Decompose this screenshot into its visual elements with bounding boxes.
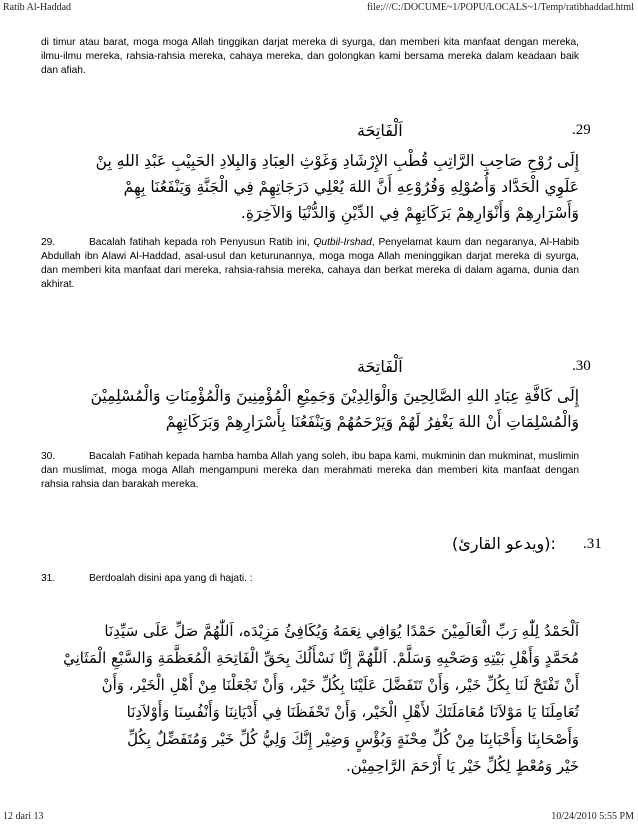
intro-text: di timur atau barat, moga moga Allah tinggikan darjat mereka di syurga, dan memberi kita manfaat dengan mereka, ilmu-ilmu mereka, rahsia-rahsia mereka, cahaya mereka, dan golongkan kami bersama mereka dalam keadaan baik dan afiah.: [41, 37, 579, 76]
arabic-line: تُعَامِلَنَا يَا مَوْلاَنَا مُعَامَلَتَكَ لأَهْلِ الْخَيْر، وَأَنْ تَحْفَظَنَا فِي أَدْيَانِنَا وَأَنْفُسِنَا وَأَوْلاَدِنَا: [126, 703, 579, 721]
translation-text: Bacalah Fatihah kepada hamba hamba Allah yang soleh, ibu bapa kami, mukminin dan mukminat, muslimin dan muslimat, moga moga Allah mengampuni mereka dan merahmati mereka dan memberi kita manfaat dengan rahsia rahsia dan barakah mereka.: [41, 451, 579, 490]
page-footer-page-number: 12 dari 13: [3, 811, 44, 822]
arabic-line: أَنْ تَفْتَحْ لَنَا بِكُلِّ خَيْر، وَأَنْ تَتَفَضَّلَ عَلَيْنَا بِكُلِّ خَيْر، وَأَنْ تَجْعَلْنَا مِنْ أَهْلِ الْخَيْر، وَأَنْ: [101, 676, 579, 694]
translation-number: 30.: [41, 451, 56, 462]
section-29-number: .29: [572, 122, 591, 138]
section-31-arabic: [41, 618, 579, 780]
section-29-arabic: [41, 148, 579, 226]
intro-paragraph: [41, 36, 579, 78]
arabic-line: وَأَصْحَابِنَا وَأَحْبَابِنَا مِنْ كُلِّ مِحْنَةٍ وَبُؤْسٍ وَضِيْر إِنَّكَ وَلِيُّ كُلِّ خَيْر وَمُتَفَضِّلٌ بِكُلِّ: [127, 730, 579, 748]
translation-paragraph: [41, 236, 579, 292]
section-30-number: .30: [572, 358, 591, 374]
page-header-title: Ratib Al-Haddad: [3, 2, 72, 13]
translation-paragraph: [41, 572, 579, 586]
arabic-line: مُحَمَّدٍ وَأَهْلِ بَيْتِهِ وَصَحْبِهِ وَسَلَّمْ. اَللّٰهُمَّ إِنَّا نَسْأَلُكَ بِحَقِّ الْفَاتِحَةِ الْمُعَظَّمَةِ وَالسَّبْعِ الْمَثَانِيْ: [63, 649, 579, 667]
translation-text-a: Bacalah fatihah kepada roh Penyusun Ratib ini,: [89, 237, 314, 248]
section-30-translation: [41, 450, 579, 492]
translation-paragraph: [41, 450, 579, 492]
arabic-line: إِلَى رُوْحِ صَاحِبِ الرَّاتِبِ قُطْبِ الإِرْشَادِ وَغَوْثِ العِبَادِ وَالبِلادِ الحَبِيْبِ عَبْدِ اللهِ بِنْ: [95, 152, 579, 170]
translation-text: Berdoalah disini apa yang di hajati. :: [89, 573, 253, 584]
translation-text-c: , Penyelamat kaum dan negaranya, Al-Habib Abdullah ibn Alawi Al-Haddad, asal-usul dan keturunannya, moga moga Allah meninggikan darjat mereka di syurga, dan memberi kita manfaat dari mereka, rahsia-rahsia mereka, cahaya dan berkat mereka di dalam agama, dunia dan akhirat.: [41, 237, 579, 290]
arabic-line: خَيْر وَمُعْطٍ لِكُلِّ خَيْر يَا أَرْحَمَ الرَّاحِمِيْن.: [346, 757, 579, 775]
section-31-translation: [41, 572, 579, 586]
translation-text-italic: Qutbil-Irshad: [313, 237, 372, 248]
translation-number: 31.: [41, 573, 56, 584]
arabic-line: اَلْحَمْدُ لِلّٰهِ رَبِّ الْعَالَمِيْنَ حَمْدًا يُوَافِي نِعَمَهُ وَيُكَافِئُ مَزِيْدَه، اَللّٰهُمَّ صَلِّ عَلَى سَيِّدِنَا: [104, 622, 579, 640]
arabic-line: إِلَى كَافَّةِ عِبَادِ اللهِ الصَّالِحِينَ وَالْوَالِدِيْنَ وَجَمِيْعِ الْمُؤْمِنِينَ وَالْمُؤْمِنَاتِ وَالْمُسْلِمِيْنَ: [90, 387, 579, 405]
section-31-heading: (ويدعو القارئ):: [452, 534, 556, 553]
section-29-translation: [41, 236, 579, 292]
section-30-heading: اَلْفَاتِحَة: [357, 357, 403, 376]
arabic-line: عَلَوِي الْحَدَّاد وَأُصُوْلِهِ وَفُرُوْعِهِ أَنَّ اللهَ يُعْلِي دَرَجَاتِهِمْ فِي الْجَنَّةِ وَيَنْفَعُنَا بِهِمْ: [123, 178, 579, 196]
section-30-arabic: [41, 383, 579, 435]
page-header-url: file:///C:/DOCUME~1/POPU/LOCALS~1/Temp/ratibhaddad.html: [366, 2, 634, 13]
translation-number: 29.: [41, 237, 56, 248]
section-29-heading: اَلْفَاتِحَة: [357, 121, 403, 140]
section-31-number: .31: [583, 536, 602, 552]
arabic-line: وَأَسْرَارِهِمْ وَأَنْوَارِهِمْ بَرَكَاتِهِمْ فِي الدِّيْنِ وَالدُّنْيَا وَالآخِرَةِ.: [240, 204, 579, 222]
page-footer-timestamp: 10/24/2010 5:55 PM: [551, 811, 634, 822]
arabic-line: وَالْمُسْلِمَاتِ أَنْ اللهَ يَغْفِرُ لَهُمْ وَيَرْحَمُهُمْ وَيَنْفَعُنَا بِأَسْرَارِهِمْ وَبَرَكَاتِهِمْ: [165, 413, 579, 431]
